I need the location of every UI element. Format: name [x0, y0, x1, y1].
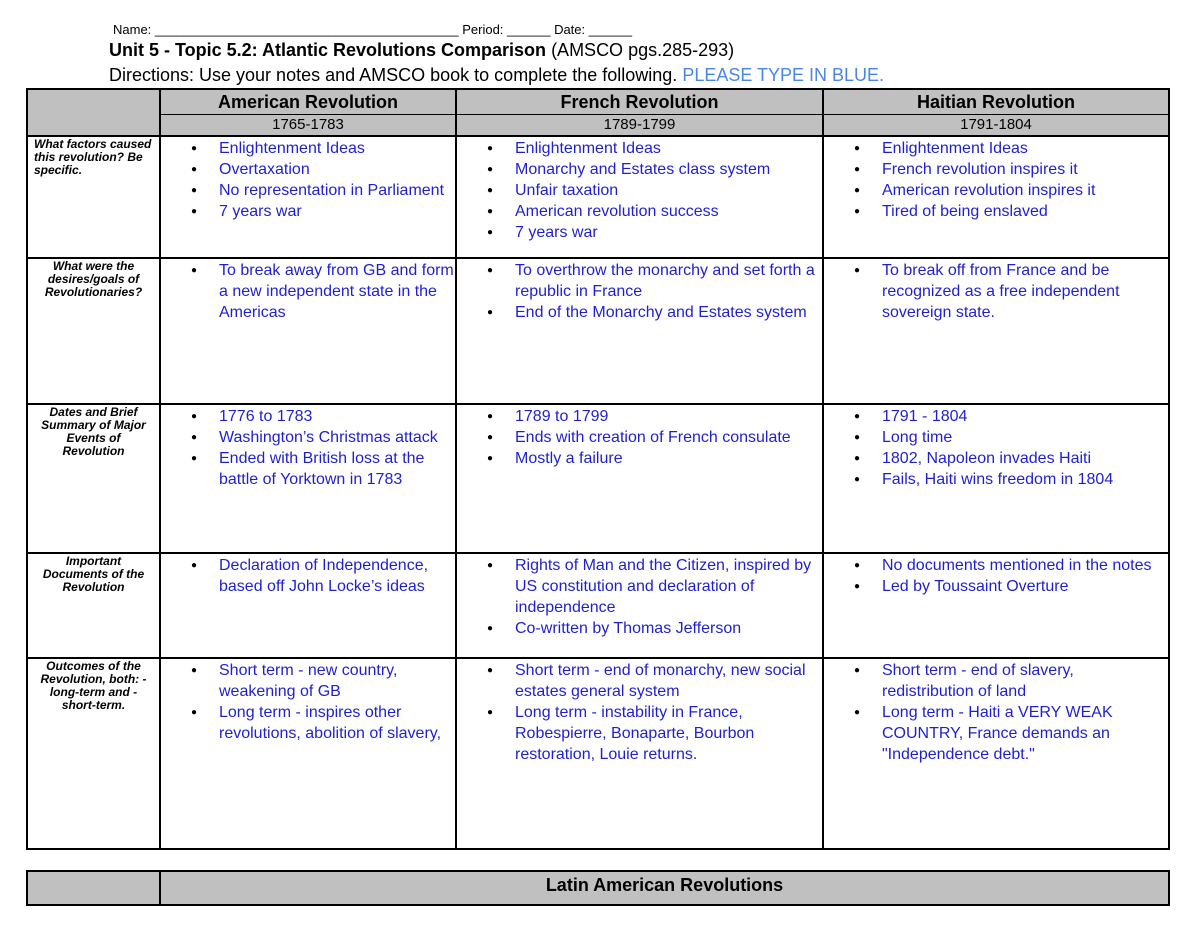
answer-list — [457, 660, 822, 765]
list-item: ● 7 years war — [219, 201, 455, 222]
latin-america-table — [26, 870, 1170, 906]
answer-cell[interactable] — [160, 258, 456, 404]
list-item: ● 1791 - 1804 — [882, 406, 1168, 427]
answer-cell[interactable] — [823, 553, 1169, 658]
list-item: ● Enlightenment Ideas — [882, 138, 1168, 159]
answer-cell[interactable] — [160, 553, 456, 658]
list-item: ● Overtaxation — [219, 159, 455, 180]
list-item: ● 7 years war — [515, 222, 822, 243]
answer-cell[interactable] — [456, 658, 823, 849]
list-item: ● Ends with creation of French consulate — [515, 427, 822, 448]
answer-cell[interactable] — [456, 553, 823, 658]
answer-list — [161, 406, 455, 490]
answer-cell[interactable] — [823, 258, 1169, 404]
list-item: ● Short term - end of monarchy, new social estates general system — [515, 660, 822, 702]
answer-cell[interactable] — [823, 136, 1169, 258]
list-item: ● Declaration of Independence, based off John Locke’s ideas — [219, 555, 455, 597]
table-body — [27, 136, 1169, 849]
column-title: French Revolution — [560, 92, 719, 112]
column-header — [456, 89, 823, 136]
answer-list — [824, 138, 1168, 222]
answer-list — [824, 406, 1168, 490]
list-item: ● To break away from GB and form a new independent state in the Americas — [219, 260, 455, 323]
title-bold: Unit 5 - Topic 5.2: Atlantic Revolutions Comparison — [109, 40, 547, 60]
student-info-line — [113, 22, 632, 37]
list-item: ● Long term - Haiti a VERY WEAK COUNTRY, France demands an "Independence debt." — [882, 702, 1168, 765]
table-row — [27, 136, 1169, 258]
column-years: 1791-1804 — [824, 114, 1168, 135]
answer-list — [161, 660, 455, 744]
list-item: ● Ended with British loss at the battle of Yorktown in 1783 — [219, 448, 455, 490]
list-item: ● Long term - instability in France, Robespierre, Bonaparte, Bourbon restoration, Louie returns. — [515, 702, 822, 765]
column-header — [823, 89, 1169, 136]
row-question: Dates and Brief Summary of Major Events of Revolution — [27, 404, 160, 553]
column-years: 1789-1799 — [457, 114, 822, 135]
row-question: Outcomes of the Revolution, both: -long-term and -short-term. — [27, 658, 160, 849]
list-item: ● Mostly a failure — [515, 448, 822, 469]
list-item: ● Led by Toussaint Overture — [882, 576, 1168, 597]
list-item: ● To overthrow the monarchy and set forth a republic in France — [515, 260, 822, 302]
row-question: Important Documents of the Revolution — [27, 553, 160, 658]
list-item: ● Unfair taxation — [515, 180, 822, 201]
list-item: ● Rights of Man and the Citizen, inspired by US constitution and declaration of independence — [515, 555, 822, 618]
answer-cell[interactable] — [160, 136, 456, 258]
answer-list — [457, 406, 822, 469]
list-item: ● Fails, Haiti wins freedom in 1804 — [882, 469, 1168, 490]
name-blank[interactable]: __________________________________________ — [154, 22, 459, 37]
column-years: 1765-1783 — [161, 114, 455, 135]
name-label: Name: — [113, 22, 152, 37]
answer-list — [824, 555, 1168, 597]
table-row — [27, 553, 1169, 658]
answer-cell[interactable] — [456, 136, 823, 258]
date-label: Date: — [554, 22, 586, 37]
answer-list — [161, 555, 455, 597]
list-item: ● Washington’s Christmas attack — [219, 427, 455, 448]
row-question: What factors caused this revolution? Be specific. — [27, 136, 160, 258]
list-item: ● Short term - end of slavery, redistribution of land — [882, 660, 1168, 702]
answer-list — [457, 260, 822, 323]
list-item: ● Enlightenment Ideas — [219, 138, 455, 159]
answer-cell[interactable] — [823, 404, 1169, 553]
list-item: ● Co-written by Thomas Jefferson — [515, 618, 822, 639]
answer-list — [824, 260, 1168, 323]
answer-list — [457, 555, 822, 639]
list-item: ● 1789 to 1799 — [515, 406, 822, 427]
list-item: ● American revolution success — [515, 201, 822, 222]
table-row — [27, 258, 1169, 404]
list-item: ● Long term - inspires other revolutions, abolition of slavery, — [219, 702, 455, 744]
period-blank[interactable]: ______ — [507, 22, 551, 37]
directions-blue-note: PLEASE TYPE IN BLUE. — [682, 65, 885, 85]
answer-cell[interactable] — [823, 658, 1169, 849]
answer-list — [457, 138, 822, 243]
list-item: ● To break off from France and be recognized as a free independent sovereign state. — [882, 260, 1168, 323]
list-item: ● American revolution inspires it — [882, 180, 1168, 201]
list-item: ● 1776 to 1783 — [219, 406, 455, 427]
period-label: Period: — [462, 22, 504, 37]
answer-cell[interactable] — [160, 404, 456, 553]
column-title: American Revolution — [217, 92, 399, 112]
list-item: ● No documents mentioned in the notes — [882, 555, 1168, 576]
latin-header-row — [27, 871, 1169, 905]
comparison-table — [26, 88, 1170, 850]
list-item: ● 1802, Napoleon invades Haiti — [882, 448, 1168, 469]
list-item: ● No representation in Parliament — [219, 180, 455, 201]
list-item: ● French revolution inspires it — [882, 159, 1168, 180]
column-title: Haitian Revolution — [916, 92, 1075, 112]
date-blank[interactable]: ______ — [588, 22, 633, 37]
list-item: ● Short term - new country, weakening of GB — [219, 660, 455, 702]
page-title — [109, 40, 734, 61]
title-pages: (AMSCO pgs.285-293) — [551, 40, 735, 60]
table-header-row — [27, 89, 1169, 136]
answer-list — [161, 138, 455, 222]
list-item: ● End of the Monarchy and Estates system — [515, 302, 822, 323]
answer-cell[interactable] — [456, 258, 823, 404]
column-header — [160, 89, 456, 136]
directions — [109, 65, 884, 86]
list-item: ● Enlightenment Ideas — [515, 138, 822, 159]
answer-list — [824, 660, 1168, 765]
answer-cell[interactable] — [160, 658, 456, 849]
list-item: ● Tired of being enslaved — [882, 201, 1168, 222]
table-row — [27, 404, 1169, 553]
corner-cell — [27, 89, 160, 136]
latin-title: Latin American Revolutions — [160, 871, 1169, 905]
answer-cell[interactable] — [456, 404, 823, 553]
list-item: ● Long time — [882, 427, 1168, 448]
table-row — [27, 658, 1169, 849]
row-question: What were the desires/goals of Revolutionaries? — [27, 258, 160, 404]
list-item: ● Monarchy and Estates class system — [515, 159, 822, 180]
directions-text: Directions: Use your notes and AMSCO book to complete the following. — [109, 65, 678, 85]
corner-cell — [27, 871, 160, 905]
answer-list — [161, 260, 455, 323]
